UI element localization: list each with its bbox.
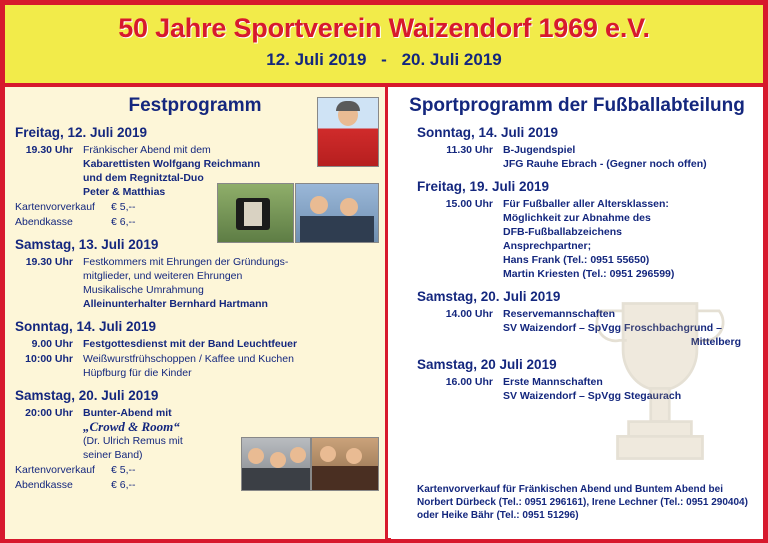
program-entry — [15, 337, 375, 351]
program-description-line: DFB-Fußballabzeichens — [503, 226, 623, 238]
program-time: 15.00 Uhr — [445, 198, 493, 210]
program-time: 14.00 Uhr — [445, 308, 493, 320]
photo-accordion-player — [217, 183, 294, 243]
program-description-line: Alleinunterhalter Bernhard Hartmann — [83, 298, 268, 310]
program-description — [83, 255, 375, 311]
price-label: Kartenvorverkauf — [15, 201, 95, 213]
program-description — [503, 197, 755, 281]
page-title: 50 Jahre Sportverein Waizendorf 1969 e.V. — [118, 13, 650, 43]
price-label: Kartenvorverkauf — [15, 464, 95, 476]
program-time: 11.30 Uhr — [446, 144, 493, 156]
program-day-block — [391, 125, 763, 171]
program-description-line: € 5,-- — [111, 464, 136, 476]
photo-band-crowd-and-room-2 — [311, 437, 379, 491]
program-description-line: SV Waizendorf – SpVgg Stegaurach — [503, 390, 682, 402]
program-description-line: Festkommers mit Ehrungen der Gründungs- — [83, 256, 289, 268]
program-description — [83, 337, 375, 351]
program-time: 10:00 Uhr — [25, 353, 73, 365]
program-description-line: Martin Kriesten (Tel.: 0951 296599) — [503, 268, 675, 280]
program-description-line: „Crowd & Room“ — [83, 419, 180, 434]
program-time: 9.00 Uhr — [31, 338, 73, 350]
program-description-line: Für Fußballer aller Altersklassen: — [503, 198, 669, 210]
poster-header — [5, 5, 763, 87]
program-entry — [15, 352, 375, 380]
program-entry — [15, 255, 375, 311]
festprogramm-title: Festprogramm — [128, 95, 262, 116]
price-label: Abendkasse — [15, 479, 73, 491]
program-description-line: Mittelberg — [690, 336, 741, 348]
program-day-heading: Sonntag, 14. Juli 2019 — [15, 319, 157, 334]
price-label: Abendkasse — [15, 216, 73, 228]
program-day-heading: Samstag, 13. Juli 2019 — [15, 237, 159, 252]
program-description-line: und dem Regnitztal-Duo — [83, 172, 204, 184]
program-description-line: Ansprechpartner; — [503, 240, 592, 252]
program-description-line: € 5,-- — [111, 201, 136, 213]
program-description-line: Bunter-Abend mit — [83, 407, 172, 419]
trophy-icon — [565, 285, 755, 525]
ticket-sale-note: Kartenvorverkauf für Fränkischen Abend und Buntem Abend bei Norbert Dürbeck (Tel.: 0951 296161), Irene Lechner (Tel.: 0951 290404) oder Heike Bähr (Tel.: 0951 51296) — [417, 484, 748, 521]
program-time: 16.00 Uhr — [445, 376, 493, 388]
photo-regnitztal-duo — [295, 183, 379, 243]
date-separator: - — [381, 50, 387, 69]
sportprogramm-title: Sportprogramm der Fußballabteilung — [409, 95, 745, 116]
program-day-heading: Samstag, 20 Juli 2019 — [417, 357, 557, 372]
program-time: 20:00 Uhr — [25, 407, 73, 419]
program-entry — [417, 143, 755, 171]
program-day-heading: Sonntag, 14. Juli 2019 — [417, 125, 559, 140]
program-description — [83, 352, 375, 380]
program-description-line: € 6,-- — [111, 216, 136, 228]
program-description-line: seiner Band) — [83, 449, 143, 461]
program-description-line: Festgottesdienst mit der Band Leuchtfeuer — [83, 338, 298, 350]
program-description-line: JFG Rauhe Ebrach - (Gegner noch offen) — [503, 158, 707, 170]
program-day-block — [391, 179, 763, 281]
program-description-line: Möglichkeit zur Abnahme des — [503, 212, 651, 224]
program-description-line: Hans Frank (Tel.: 0951 55650) — [503, 254, 650, 266]
program-day-heading: Samstag, 20. Juli 2019 — [417, 289, 561, 304]
program-description-line: € 6,-- — [111, 479, 136, 491]
program-time: 19.30 Uhr — [25, 256, 73, 268]
program-description-line: mitglieder, und weiteren Ehrungen — [83, 270, 243, 282]
program-entry — [417, 197, 755, 281]
photo-wolfgang-reichmann — [317, 97, 379, 167]
program-description-line: Kabarettisten Wolfgang Reichmann — [83, 158, 261, 170]
event-dates — [5, 50, 763, 70]
program-day-heading: Freitag, 12. Juli 2019 — [15, 125, 148, 140]
program-description-line: Peter & Matthias — [83, 186, 166, 198]
program-description-line: (Dr. Ulrich Remus mit — [83, 435, 183, 447]
program-description-line: B-Jugendspiel — [503, 144, 576, 156]
program-description-line: SV Waizendorf – SpVgg Froschbachgrund – — [503, 322, 722, 334]
program-description — [503, 143, 755, 171]
program-description-line: Reservemannschaften — [503, 308, 616, 320]
program-day-block — [5, 237, 385, 311]
photo-band-crowd-and-room-1 — [241, 437, 311, 491]
date-to: 20. Juli 2019 — [401, 50, 502, 69]
program-day-block — [5, 319, 385, 380]
program-day-heading: Samstag, 20. Juli 2019 — [15, 388, 159, 403]
program-time: 19.30 Uhr — [25, 144, 73, 156]
program-description-line: Musikalische Umrahmung — [83, 284, 204, 296]
program-description-line: Weißwurstfrühschoppen / Kaffee und Kuchen — [83, 353, 294, 365]
program-day-heading: Freitag, 19. Juli 2019 — [417, 179, 550, 194]
date-from: 12. Juli 2019 — [266, 50, 367, 69]
program-description-line: Erste Mannschaften — [503, 376, 603, 388]
program-description-line: Fränkischer Abend mit dem — [83, 144, 211, 156]
program-description-line: Hüpfburg für die Kinder — [83, 367, 192, 379]
